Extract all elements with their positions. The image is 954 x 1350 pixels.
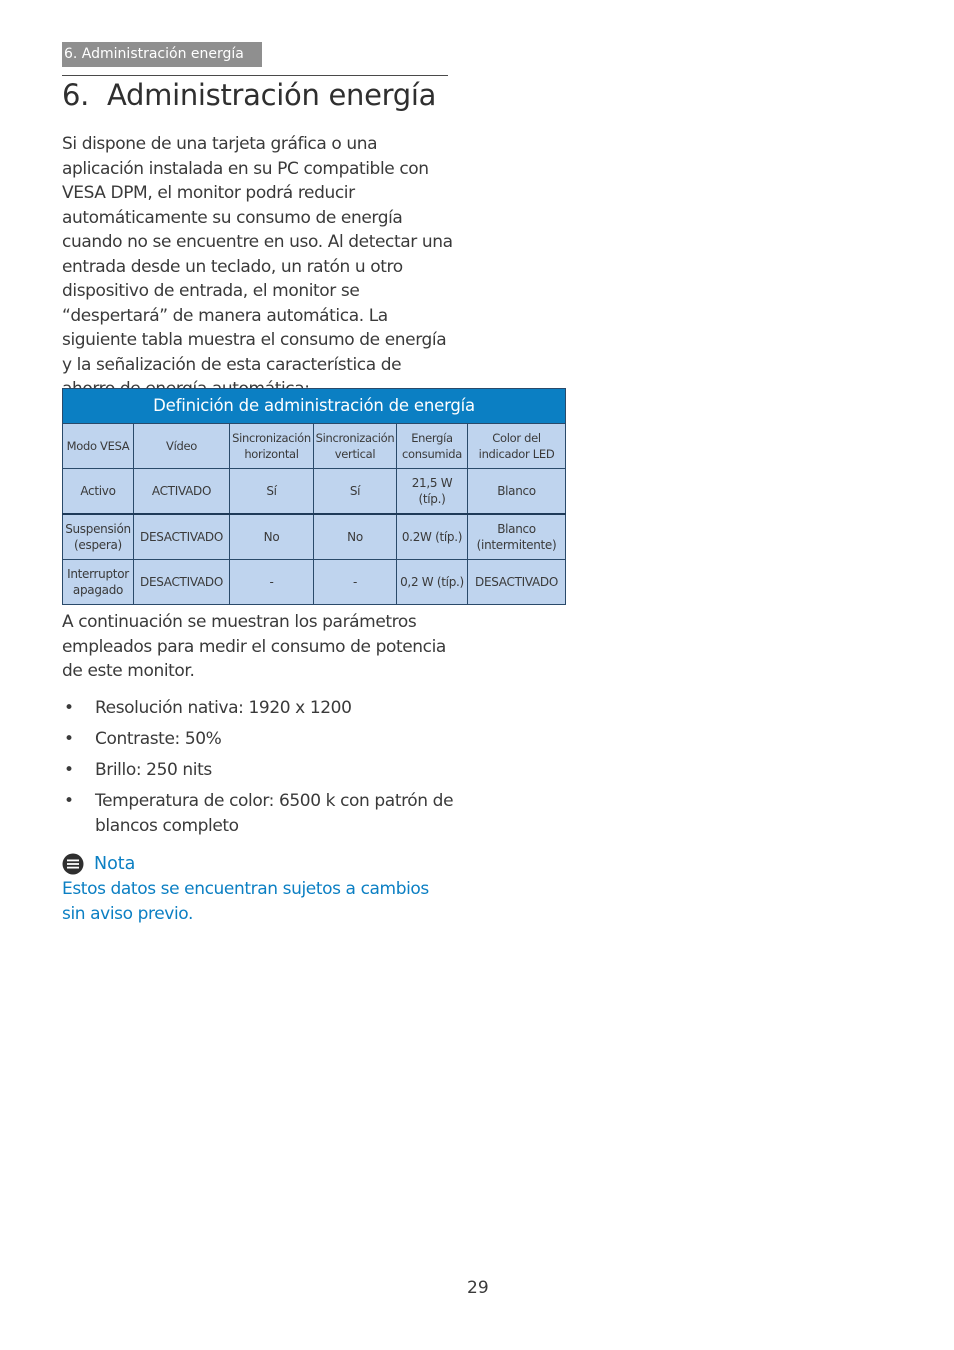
table-cell: No <box>314 514 397 560</box>
table-cell: ACTIVADO <box>134 469 230 515</box>
bullet: • <box>64 698 74 718</box>
table-cell: Blanco (intermitente) <box>468 514 566 560</box>
params-list <box>62 696 454 845</box>
chapter-title: Administración energía <box>107 78 437 112</box>
bullet: • <box>64 729 74 749</box>
table-cell: - <box>230 560 314 605</box>
list-item: • Temperatura de color: 6500 k con patrón de blancos completo <box>64 791 454 836</box>
table-cell: 0.2W (típ.) <box>397 514 468 560</box>
intro-paragraph: Si dispone de una tarjeta gráfica o una aplicación instalada en su PC compatible con VESA DPM, el monitor podrá reducir automáticamente su consumo de energía cuando no se encuentre en uso. Al detectar una entrada desde un teclado, un ratón u otro dispositivo de entrada, el monitor se “despertará” de manera automática. La siguiente tabla muestra el consumo de energía y la señalización de esta característica de <box>62 134 453 375</box>
table-cell: Blanco <box>468 469 566 515</box>
table-caption: Definición de administración de energía <box>63 389 566 424</box>
table-cell: 0,2 W (típ.) <box>397 560 468 605</box>
page-number: 29 <box>467 1278 489 1298</box>
bullet: • <box>64 760 74 780</box>
table-cell: No <box>230 514 314 560</box>
header-cell: Energía consumida <box>397 424 468 469</box>
power-management-table <box>62 388 566 605</box>
list-item: • Brillo: 250 nits <box>62 758 454 783</box>
table-cell: DESACTIVADO <box>468 560 566 605</box>
header-cell: Modo VESA <box>63 424 134 469</box>
table-row <box>63 560 566 605</box>
params-intro-paragraph: A continuación se muestran los parámetros empleados para medir el consumo de potencia de este monitor. <box>62 612 446 681</box>
note-heading <box>62 852 135 876</box>
table-row <box>63 469 566 515</box>
page-title <box>62 78 436 112</box>
note-text: Estos datos se encuentran sujetos a cambios sin aviso previo. <box>62 879 429 924</box>
table-cell: DESACTIVADO <box>134 560 230 605</box>
list-item: • Resolución nativa: 1920 x 1200 <box>62 696 454 721</box>
title-rule <box>62 75 448 76</box>
chapter-number: 6. <box>62 78 90 112</box>
section-tab: 6. Administración energía <box>62 42 262 67</box>
list-item: • Contraste: 50% <box>62 727 454 752</box>
note-title: Nota <box>94 854 136 874</box>
table-cell: - <box>314 560 397 605</box>
table-cell: Sí <box>314 469 397 515</box>
table-cell: Interruptor apagado <box>63 560 134 605</box>
table-cell: Suspensión (espera) <box>63 514 134 560</box>
note-icon <box>62 853 84 875</box>
table-header-row <box>63 424 566 469</box>
header-cell: Sincronización horizontal <box>230 424 314 469</box>
table-cell: Activo <box>63 469 134 515</box>
bullet: • <box>64 791 74 811</box>
table-cell: Sí <box>230 469 314 515</box>
table-cell: 21,5 W (típ.) <box>397 469 468 515</box>
table-row <box>63 514 566 560</box>
header-cell: Color del indicador LED <box>468 424 566 469</box>
header-cell: Sincronización vertical <box>314 424 397 469</box>
header-cell: Vídeo <box>134 424 230 469</box>
table-cell: DESACTIVADO <box>134 514 230 560</box>
